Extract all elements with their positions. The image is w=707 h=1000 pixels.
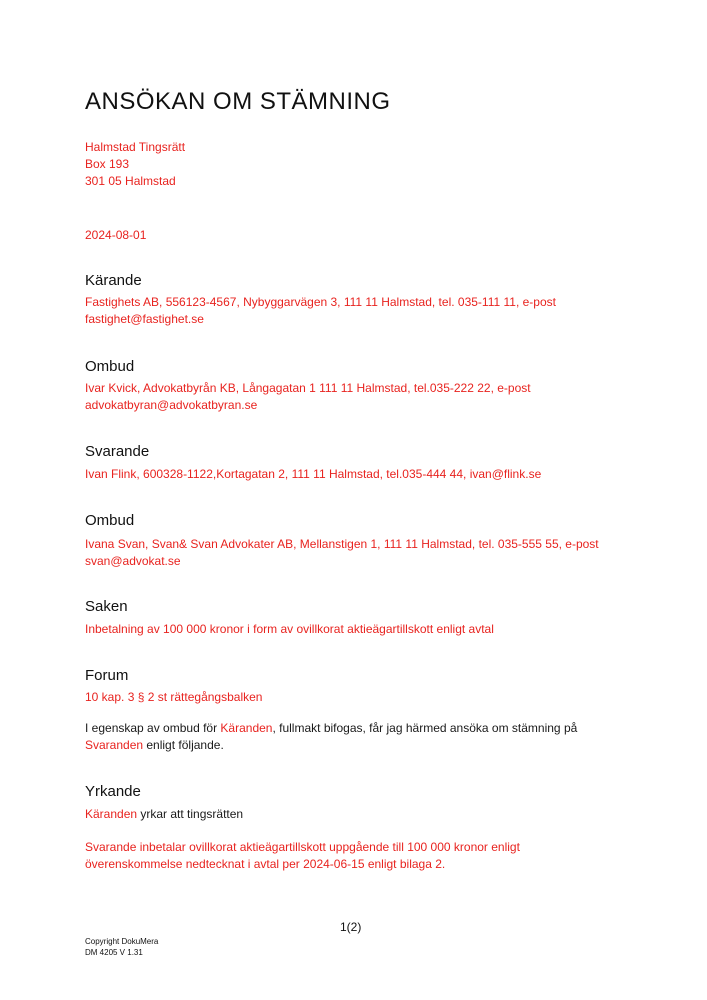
ombud-svarande-details — [85, 536, 645, 570]
page-number: 1(2) — [340, 920, 362, 934]
document-date: 2024-08-01 — [85, 228, 147, 242]
section-heading: Forum — [85, 667, 129, 684]
ombud-karande-email: advokatbyran@advokatbyran.se — [85, 398, 258, 412]
section-forum — [85, 666, 645, 706]
footer-copyright: Copyright DokuMera — [85, 937, 159, 946]
court-city: 301 05 Halmstad — [85, 174, 176, 188]
section-heading: Ombud — [85, 358, 135, 375]
ombud-svarande-email: svan@advokat.se — [85, 554, 181, 568]
saken-text: Inbetalning av 100 000 kronor i form av ovillkorat aktieägartillskott enligt avtal — [85, 622, 494, 636]
intro-line-2: Svaranden enligt följande. — [85, 738, 224, 752]
claim-line-1: Svarande inbetalar ovillkorat aktieägartillskott uppgående till 100 000 kronor enligt — [85, 840, 520, 854]
section-heading: Kärande — [85, 272, 142, 289]
forum-text: 10 kap. 3 § 2 st rättegångsbalken — [85, 690, 263, 704]
section-svarande — [85, 442, 645, 483]
svarande-reference: Svaranden — [85, 738, 144, 752]
section-heading: Ombud — [85, 512, 135, 529]
ombud-svarande-line-1: Ivana Svan, Svan& Svan Advokater AB, Mellanstigen 1, 111 11 Halmstad, tel. 035-555 55, e-post — [85, 537, 599, 551]
footer-version: DM 4205 V 1.31 — [85, 948, 143, 957]
court-name: Halmstad Tingsrätt — [85, 140, 186, 154]
intro-line-1: I egenskap av ombud för Käranden, fullmakt bifogas, får jag härmed ansöka om stämning på — [85, 721, 578, 735]
section-karande — [85, 271, 645, 328]
intro-paragraph — [85, 720, 645, 754]
svarande-details: Ivan Flink, 600328-1122,Kortagatan 2, 111 11 Halmstad, tel.035-444 44, ivan@flink.se — [85, 467, 542, 481]
ombud-karande-details — [85, 380, 645, 414]
ombud-karande-line-1: Ivar Kvick, Advokatbyrån KB, Långagatan 1 111 11 Halmstad, tel.035-222 22, e-post — [85, 381, 531, 395]
karande-reference: Käranden — [85, 807, 138, 821]
section-heading: Saken — [85, 598, 128, 615]
section-heading: Yrkande — [85, 783, 141, 800]
court-address — [85, 139, 645, 190]
karande-email: fastighet@fastighet.se — [85, 312, 204, 326]
page-title: ANSÖKAN OM STÄMNING — [85, 88, 391, 115]
yrkande-claim — [85, 839, 645, 873]
footer — [85, 936, 158, 958]
yrkande-lead: Käranden yrkar att tingsrätten — [85, 807, 244, 821]
karande-details — [85, 294, 645, 328]
court-box: Box 193 — [85, 157, 130, 171]
section-yrkande — [85, 782, 645, 873]
section-heading: Svarande — [85, 443, 150, 460]
karande-line-1: Fastighets AB, 556123-4567, Nybyggarvägen 3, 111 11 Halmstad, tel. 035-111 11, e-post — [85, 295, 556, 309]
section-saken — [85, 597, 645, 638]
karande-reference: Käranden — [220, 721, 273, 735]
claim-line-2: överenskommelse nedtecknat i avtal per 2024-06-15 enligt bilaga 2. — [85, 857, 446, 871]
section-ombud-karande — [85, 357, 645, 414]
section-ombud-svarande — [85, 511, 645, 570]
